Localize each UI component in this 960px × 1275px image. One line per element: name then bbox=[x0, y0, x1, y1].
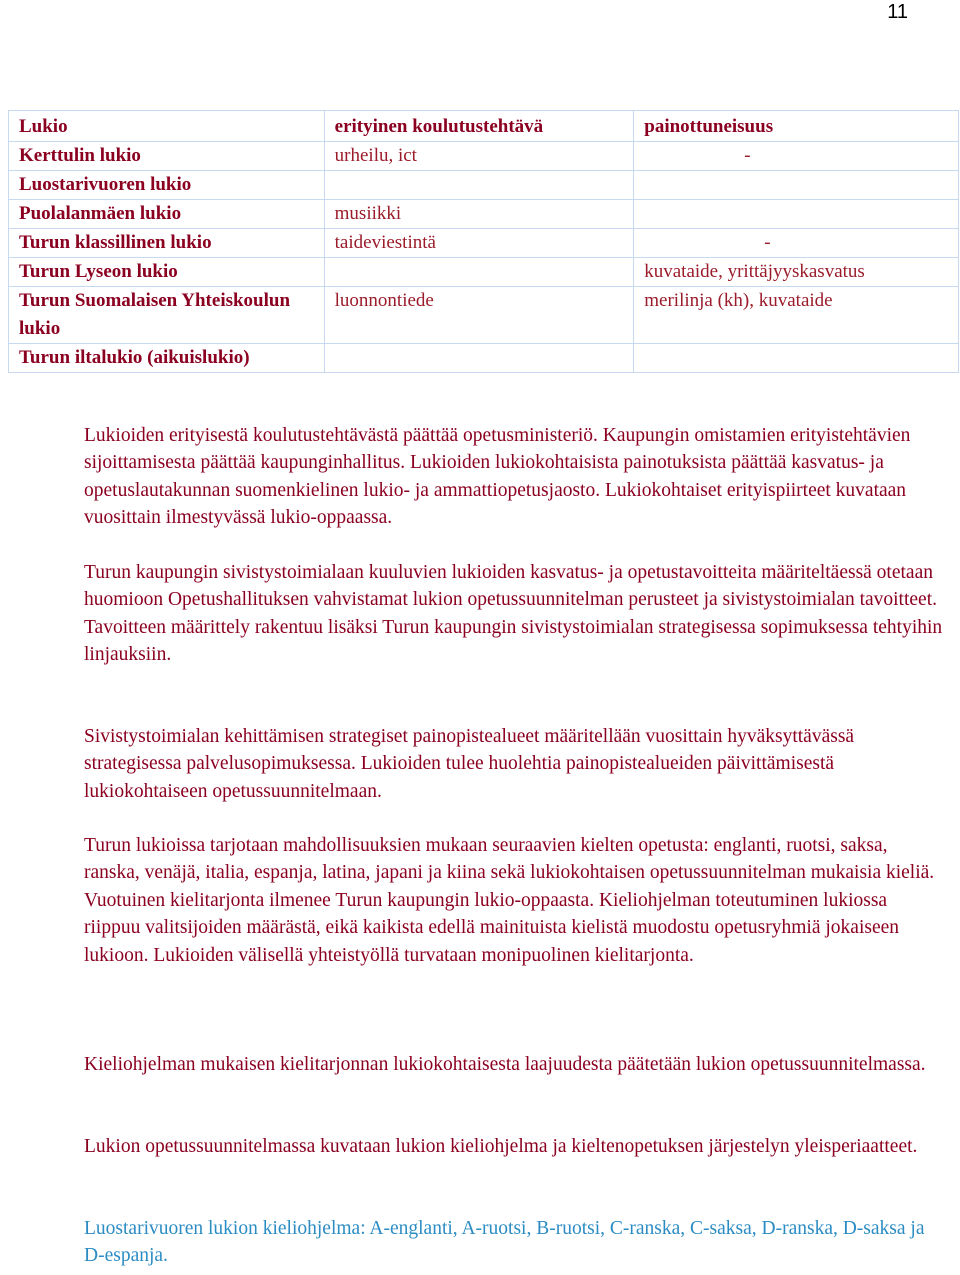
table-row bbox=[9, 287, 959, 344]
paragraph-language-scope: Kieliohjelman mukaisen kielitarjonnan lukiokohtaisesta laajuudesta päätetään lukion opetussuunnitelmassa. bbox=[84, 1054, 926, 1075]
school-task: taideviestintä bbox=[324, 229, 634, 258]
school-name: Kerttulin lukio bbox=[9, 142, 325, 171]
school-emphasis bbox=[634, 200, 959, 229]
table-header-row bbox=[9, 111, 959, 142]
school-name: Luostarivuoren lukio bbox=[9, 171, 325, 200]
school-task: urheilu, ict bbox=[324, 142, 634, 171]
school-name: Puolalanmäen lukio bbox=[9, 200, 325, 229]
table-row bbox=[9, 344, 959, 373]
table-row bbox=[9, 142, 959, 171]
paragraph-luostarivuori-languages: Luostarivuoren lukion kieliohjelma: A-englanti, A-ruotsi, B-ruotsi, C-ranska, C-saksa, D-ranska, D-saksa ja D-espanja. bbox=[84, 1218, 925, 1267]
school-task: musiikki bbox=[324, 200, 634, 229]
school-name: Turun klassillinen lukio bbox=[9, 229, 325, 258]
paragraph-language-principles: Lukion opetussuunnitelmassa kuvataan lukion kieliohjelma ja kieltenopetuksen järjestelyn yleisperiaatteet. bbox=[84, 1136, 918, 1157]
paragraph-strategic-focus: Sivistystoimialan kehittämisen strategiset painopistealueet määritellään vuosittain hyväksyttävässä strategisessa palvelusopimuksessa. Lukioiden tulee huolehtia painopistealueiden päivittämisestä lukiokohtaiseen opetussuunnitelmaan. bbox=[84, 726, 855, 802]
table-row bbox=[9, 171, 959, 200]
school-name: Turun iltalukio (aikuislukio) bbox=[9, 344, 325, 373]
school-emphasis: kuvataide, yrittäjyyskasvatus bbox=[634, 258, 959, 287]
school-task bbox=[324, 344, 634, 373]
school-emphasis: merilinja (kh), kuvataide bbox=[634, 287, 959, 344]
school-emphasis: - bbox=[634, 142, 959, 171]
table-row bbox=[9, 200, 959, 229]
table-row bbox=[9, 258, 959, 287]
school-task bbox=[324, 258, 634, 287]
school-emphasis bbox=[634, 344, 959, 373]
school-name: Turun Suomalaisen Yhteiskoulun lukio bbox=[9, 287, 325, 344]
school-task: luonnontiede bbox=[324, 287, 634, 344]
school-emphasis: - bbox=[634, 229, 959, 258]
table-row bbox=[9, 229, 959, 258]
header-special-task: erityinen koulutustehtävä bbox=[324, 111, 634, 142]
paragraph-special-tasks: Lukioiden erityisestä koulutustehtävästä päättää opetusministeriö. Kaupungin omistamien erityistehtävien sijoittamisesta päättää kaupunginhallitus. Lukioiden lukiokohtaisista painotuksista päättää kasvatus- ja opetuslautakunnan suomenkielinen lukio- ja ammattiopetusjaosto. Lukiokohtaiset erityispiirteet kuvataan vuosittain ilmestyvässä lukio-oppaassa. bbox=[84, 425, 911, 529]
school-emphasis bbox=[634, 171, 959, 200]
school-name: Turun Lyseon lukio bbox=[9, 258, 325, 287]
header-emphasis: painottuneisuus bbox=[634, 111, 959, 142]
schools-table bbox=[8, 110, 959, 373]
header-school: Lukio bbox=[9, 111, 325, 142]
page-number: 11 bbox=[887, 1, 908, 23]
school-task bbox=[324, 171, 634, 200]
paragraph-language-offering: Turun lukioissa tarjotaan mahdollisuuksien mukaan seuraavien kielten opetusta: englanti, ruotsi, saksa, ranska, venäjä, italia, espanja, latina, japani ja kiina sekä lukiokohtaisen opetussuunnitelman mukaisia kieliä. Vuotuinen kielitarjonta ilmenee Turun kaupungin lukio-oppaasta. Kieliohjelman toteutuminen lukiossa riippuu valitsijoiden määrästä, eikä kaikista edellä mainituista kielistä muodostu opetusryhmiä jokaiseen lukioon. Lukioiden välisellä yhteistyöllä turvataan monipuolinen kielitarjonta. bbox=[84, 835, 935, 966]
paragraph-education-goals: Turun kaupungin sivistystoimialaan kuuluvien lukioiden kasvatus- ja opetustavoitteita määriteltäessä otetaan huomioon Opetushallituksen vahvistamat lukion opetussuunnitelman perusteet ja sivistystoimialan tavoitteet. Tavoitteen määrittely rakentuu lisäksi Turun kaupungin sivistystoimialan strategisessa sopimuksessa tehtyihin linjauksiin. bbox=[84, 562, 943, 666]
